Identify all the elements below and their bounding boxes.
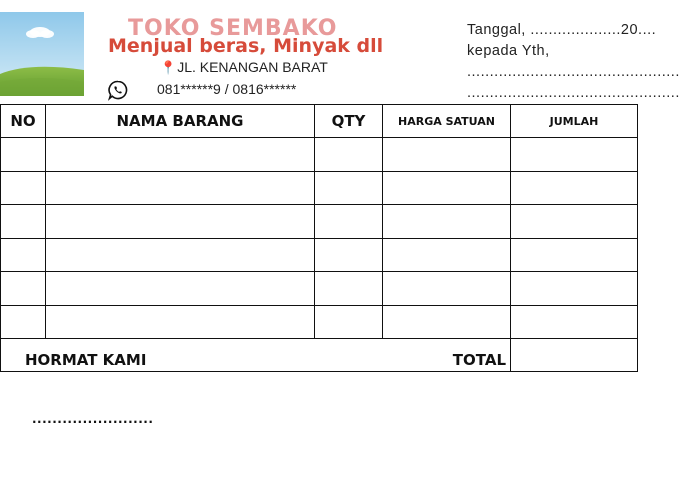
table-row	[1, 138, 638, 172]
table-cell[interactable]	[46, 138, 315, 172]
table-row	[1, 238, 638, 272]
table-cell[interactable]	[46, 205, 315, 239]
shop-tagline: Menjual beras, Minyak dll	[108, 35, 384, 57]
table-cell[interactable]	[383, 272, 511, 306]
column-header-no: NO	[1, 105, 46, 138]
table-cell[interactable]	[315, 138, 383, 172]
column-header-amount: JUMLAH	[511, 105, 638, 138]
table-cell[interactable]	[511, 205, 638, 239]
shop-address	[160, 59, 328, 76]
table-cell[interactable]	[1, 205, 46, 239]
footer-cell	[1, 339, 511, 372]
column-header-qty: QTY	[315, 105, 383, 138]
table-cell[interactable]	[46, 171, 315, 205]
table-cell[interactable]	[511, 238, 638, 272]
table-cell[interactable]	[46, 272, 315, 306]
table-cell[interactable]	[46, 305, 315, 339]
date-line: Tanggal, ....................20....	[467, 22, 657, 38]
table-row	[1, 305, 638, 339]
table-cell[interactable]	[1, 238, 46, 272]
table-row	[1, 272, 638, 306]
recipient-label: kepada Yth,	[467, 43, 550, 59]
table-cell[interactable]	[315, 171, 383, 205]
recipient-dots-2: ...............................................	[467, 85, 680, 101]
table-cell[interactable]	[315, 305, 383, 339]
table-cell[interactable]	[315, 238, 383, 272]
table-cell[interactable]	[315, 272, 383, 306]
recipient-dots-1: ...............................................	[467, 64, 680, 80]
signature-line: ........................	[32, 412, 154, 426]
shop-name: TOKO SEMBAKO	[128, 16, 338, 41]
table-cell[interactable]	[511, 138, 638, 172]
table-cell[interactable]	[1, 138, 46, 172]
signature-label: HORMAT KAMI	[25, 351, 147, 369]
table-row	[1, 171, 638, 205]
table-footer-row	[1, 339, 638, 372]
phone-number: 081******9 / 0816******	[157, 81, 297, 97]
column-header-unit-price: HARGA SATUAN	[383, 105, 511, 138]
table-cell[interactable]	[383, 305, 511, 339]
recipient-block	[467, 20, 680, 104]
table-cell[interactable]	[315, 205, 383, 239]
table-cell[interactable]	[383, 205, 511, 239]
table-cell[interactable]	[511, 171, 638, 205]
table-row	[1, 205, 638, 239]
address-text: JL. KENANGAN BARAT	[177, 59, 328, 75]
invoice-table	[0, 104, 638, 372]
total-label: TOTAL	[452, 351, 506, 369]
table-cell[interactable]	[511, 272, 638, 306]
table-cell[interactable]	[383, 171, 511, 205]
column-header-item-name: NAMA BARANG	[46, 105, 315, 138]
whatsapp-icon	[108, 80, 128, 100]
table-cell[interactable]	[383, 138, 511, 172]
table-cell[interactable]	[1, 272, 46, 306]
landscape-logo-icon	[0, 12, 84, 96]
table-cell[interactable]	[1, 305, 46, 339]
table-cell[interactable]	[1, 171, 46, 205]
table-cell[interactable]	[383, 238, 511, 272]
location-pin-icon: 📍	[160, 60, 177, 75]
table-cell[interactable]	[46, 238, 315, 272]
total-value-cell[interactable]	[511, 339, 638, 372]
table-cell[interactable]	[511, 305, 638, 339]
